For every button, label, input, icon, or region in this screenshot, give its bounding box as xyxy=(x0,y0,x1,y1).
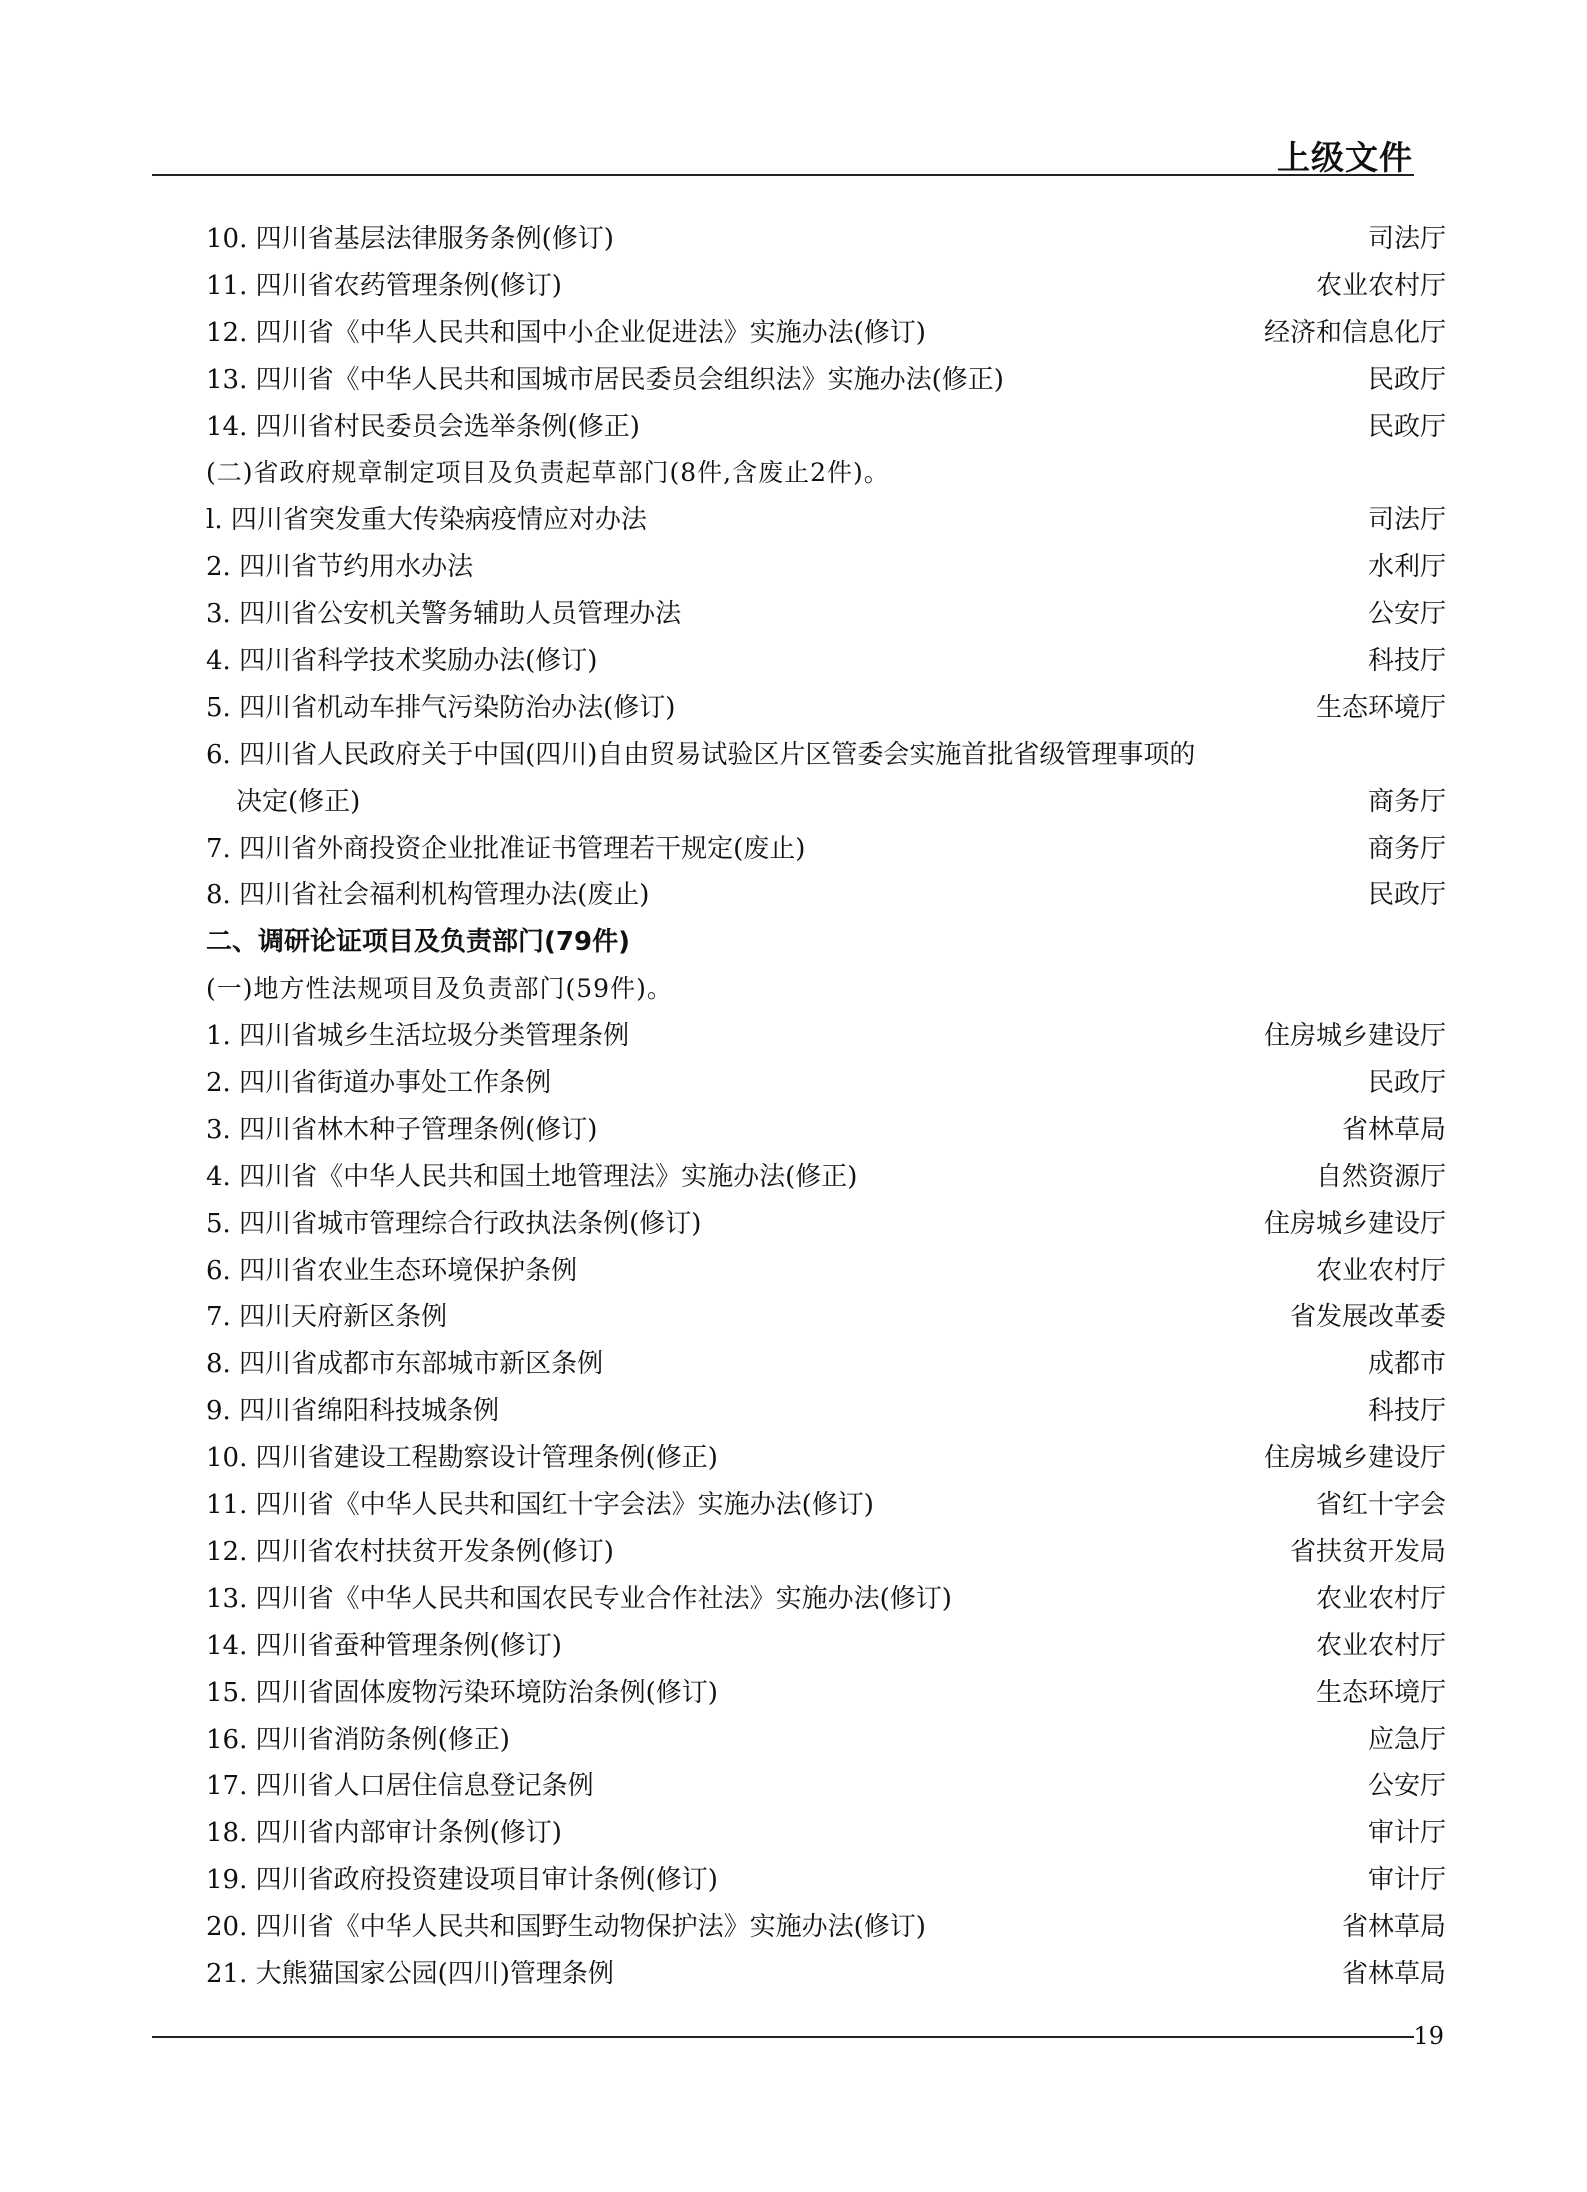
list-item xyxy=(206,685,1446,732)
responsible-department: 经济和信息化厅 xyxy=(1263,317,1446,348)
item-title: 4. 四川省《中华人民共和国土地管理法》实施办法(修正) xyxy=(206,1161,858,1192)
list-item xyxy=(206,1904,1446,1951)
list-item xyxy=(206,1623,1446,1670)
responsible-department: 农业农村厅 xyxy=(1315,1255,1446,1286)
item-title: 12. 四川省《中华人民共和国中小企业促进法》实施办法(修订) xyxy=(206,317,926,348)
list-item xyxy=(206,1435,1446,1482)
responsible-department: 民政厅 xyxy=(1367,411,1446,442)
list-item xyxy=(206,310,1446,357)
item-title: 3. 四川省林木种子管理条例(修订) xyxy=(206,1114,598,1145)
responsible-department: 生态环境厅 xyxy=(1315,692,1446,723)
responsible-department: 公安厅 xyxy=(1367,599,1446,630)
section-heading: 二、调研论证项目及负责部门(79件) xyxy=(206,927,630,958)
item-title: 11. 四川省《中华人民共和国红十字会法》实施办法(修订) xyxy=(206,1490,874,1521)
list-item xyxy=(206,544,1446,591)
responsible-department: 民政厅 xyxy=(1367,364,1446,395)
list-item xyxy=(206,1107,1446,1154)
document-body xyxy=(206,216,1446,1998)
item-title: 17. 四川省人口居住信息登记条例 xyxy=(206,1771,594,1802)
responsible-department: 商务厅 xyxy=(1367,833,1446,864)
page-number: 19 xyxy=(1413,2022,1444,2050)
responsible-department: 农业农村厅 xyxy=(1315,270,1446,301)
responsible-department: 省林草局 xyxy=(1341,1958,1446,1989)
list-item xyxy=(206,1529,1446,1576)
list-item xyxy=(206,872,1446,919)
responsible-department: 省林草局 xyxy=(1341,1114,1446,1145)
responsible-department: 公安厅 xyxy=(1367,1771,1446,1802)
list-item xyxy=(206,263,1446,310)
section-subheading: (一)地方性法规项目及负责部门(59件)。 xyxy=(206,974,673,1004)
list-item xyxy=(206,1857,1446,1904)
list-item xyxy=(206,216,1446,263)
responsible-department: 司法厅 xyxy=(1367,224,1446,254)
responsible-department: 民政厅 xyxy=(1367,1068,1446,1099)
list-item xyxy=(206,732,1446,779)
responsible-department: 水利厅 xyxy=(1367,552,1446,583)
responsible-department: 住房城乡建设厅 xyxy=(1263,1443,1446,1474)
list-item xyxy=(206,1717,1446,1764)
item-title: 14. 四川省村民委员会选举条例(修正) xyxy=(206,411,640,442)
responsible-department: 生态环境厅 xyxy=(1315,1677,1446,1708)
responsible-department: 审计厅 xyxy=(1367,1865,1446,1896)
item-title: 2. 四川省节约用水办法 xyxy=(206,552,474,583)
list-item xyxy=(206,591,1446,638)
list-item xyxy=(206,1576,1446,1623)
item-title: 18. 四川省内部审计条例(修订) xyxy=(206,1818,562,1849)
item-title: 19. 四川省政府投资建设项目审计条例(修订) xyxy=(206,1865,718,1896)
running-header-title: 上级文件 xyxy=(1277,138,1413,177)
item-title: 2. 四川省街道办事处工作条例 xyxy=(206,1068,552,1099)
item-title: 4. 四川省科学技术奖励办法(修订) xyxy=(206,646,598,677)
list-item xyxy=(206,1248,1446,1295)
responsible-department: 农业农村厅 xyxy=(1315,1583,1446,1614)
item-title: 6. 四川省人民政府关于中国(四川)自由贸易试验区片区管委会实施首批省级管理事项的 xyxy=(206,739,1196,770)
list-item xyxy=(206,1201,1446,1248)
list-item xyxy=(206,1670,1446,1717)
responsible-department: 农业农村厅 xyxy=(1315,1630,1446,1661)
header-rule xyxy=(152,174,1414,176)
list-item-continuation xyxy=(206,779,1446,826)
item-title: 1. 四川省城乡生活垃圾分类管理条例 xyxy=(206,1021,630,1052)
item-title: 9. 四川省绵阳科技城条例 xyxy=(206,1396,500,1427)
list-item xyxy=(206,1810,1446,1857)
item-title: 10. 四川省基层法律服务条例(修订) xyxy=(206,224,614,254)
responsible-department: 民政厅 xyxy=(1367,880,1446,911)
item-title: 6. 四川省农业生态环境保护条例 xyxy=(206,1255,578,1286)
list-item xyxy=(206,404,1446,451)
list-item xyxy=(206,1013,1446,1060)
list-item xyxy=(206,1154,1446,1201)
item-title: 7. 四川省外商投资企业批准证书管理若干规定(废止) xyxy=(206,833,806,864)
list-item xyxy=(206,826,1446,873)
responsible-department: 省林草局 xyxy=(1341,1912,1446,1943)
list-item xyxy=(206,1763,1446,1810)
item-title: 15. 四川省固体废物污染环境防治条例(修订) xyxy=(206,1677,718,1708)
item-title: 11. 四川省农药管理条例(修订) xyxy=(206,270,562,301)
responsible-department: 应急厅 xyxy=(1367,1724,1446,1755)
item-title: 3. 四川省公安机关警务辅助人员管理办法 xyxy=(206,599,682,630)
responsible-department: 审计厅 xyxy=(1367,1818,1446,1849)
item-title: l. 四川省突发重大传染病疫情应对办法 xyxy=(206,505,647,536)
item-title: 12. 四川省农村扶贫开发条例(修订) xyxy=(206,1536,614,1567)
item-title: 7. 四川天府新区条例 xyxy=(206,1302,448,1333)
responsible-department: 科技厅 xyxy=(1367,1396,1446,1427)
responsible-department: 住房城乡建设厅 xyxy=(1263,1021,1446,1052)
item-title: 13. 四川省《中华人民共和国农民专业合作社法》实施办法(修订) xyxy=(206,1583,952,1614)
item-title: 8. 四川省成都市东部城市新区条例 xyxy=(206,1349,604,1380)
responsible-department: 自然资源厅 xyxy=(1315,1161,1446,1192)
list-item xyxy=(206,1951,1446,1998)
responsible-department: 省红十字会 xyxy=(1315,1490,1446,1521)
responsible-department: 成都市 xyxy=(1367,1349,1446,1380)
list-item xyxy=(206,1294,1446,1341)
responsible-department: 科技厅 xyxy=(1367,646,1446,677)
list-item xyxy=(206,638,1446,685)
item-title: 10. 四川省建设工程勘察设计管理条例(修正) xyxy=(206,1443,718,1474)
item-title: 决定(修正) xyxy=(236,786,361,817)
item-title: 16. 四川省消防条例(修正) xyxy=(206,1724,510,1755)
responsible-department: 省发展改革委 xyxy=(1289,1302,1446,1333)
item-title: 5. 四川省机动车排气污染防治办法(修订) xyxy=(206,692,676,723)
item-title: 14. 四川省蚕种管理条例(修订) xyxy=(206,1630,562,1661)
item-title: 13. 四川省《中华人民共和国城市居民委员会组织法》实施办法(修正) xyxy=(206,364,1004,395)
responsible-department: 省扶贫开发局 xyxy=(1289,1536,1446,1567)
section-subheading: (二)省政府规章制定项目及负责起草部门(8件,含废止2件)。 xyxy=(206,458,890,488)
list-item xyxy=(206,357,1446,404)
list-item xyxy=(206,1482,1446,1529)
footer-rule xyxy=(152,2036,1414,2038)
responsible-department: 商务厅 xyxy=(1367,786,1446,817)
item-title: 8. 四川省社会福利机构管理办法(废止) xyxy=(206,880,650,911)
item-title: 20. 四川省《中华人民共和国野生动物保护法》实施办法(修订) xyxy=(206,1912,926,1943)
item-title: 5. 四川省城市管理综合行政执法条例(修订) xyxy=(206,1208,702,1239)
list-item xyxy=(206,1060,1446,1107)
list-item xyxy=(206,497,1446,544)
responsible-department: 司法厅 xyxy=(1367,505,1446,536)
list-item xyxy=(206,1388,1446,1435)
item-title: 21. 大熊猫国家公园(四川)管理条例 xyxy=(206,1958,614,1989)
responsible-department: 住房城乡建设厅 xyxy=(1263,1208,1446,1239)
list-item xyxy=(206,1341,1446,1388)
